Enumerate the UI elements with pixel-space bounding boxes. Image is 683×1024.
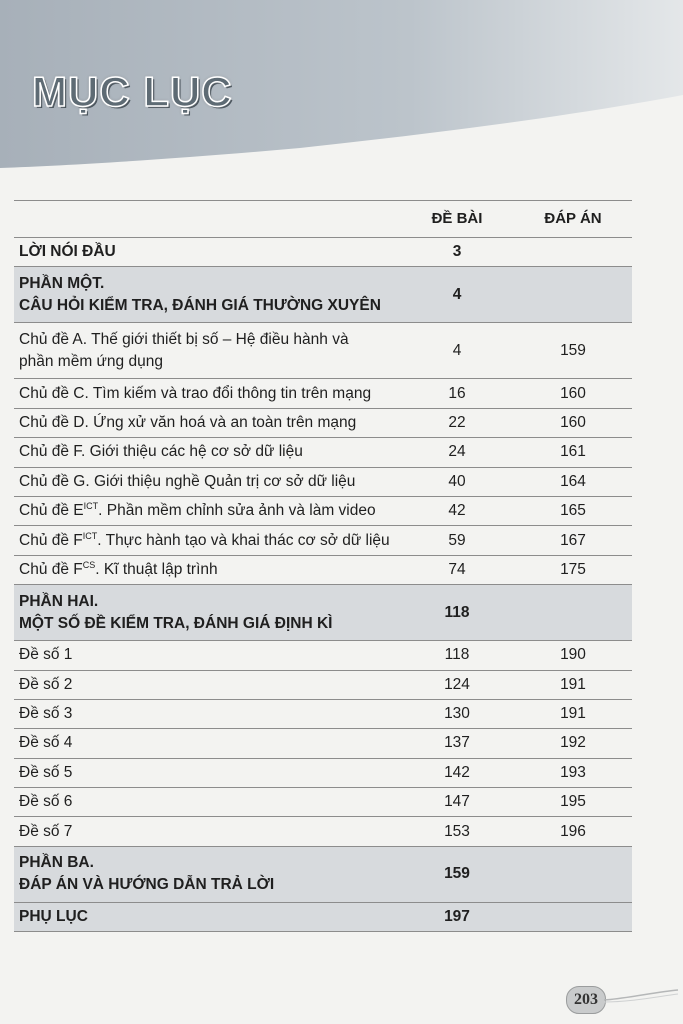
toc-page-dap-an bbox=[514, 267, 632, 323]
toc-page-de-bai: 40 bbox=[400, 467, 514, 496]
page-number-swoosh bbox=[600, 988, 680, 1012]
toc-page-dap-an bbox=[514, 238, 632, 267]
toc-label: Đề số 7 bbox=[14, 817, 400, 846]
toc-row-chu-de-g[interactable] bbox=[14, 467, 632, 496]
toc-part-label bbox=[14, 846, 400, 902]
toc-row-de-so-6[interactable] bbox=[14, 788, 632, 817]
toc-label-prefix: Chủ đề F bbox=[19, 560, 83, 578]
toc-page-dap-an: 161 bbox=[514, 438, 632, 467]
toc-row-chu-de-f-cs[interactable] bbox=[14, 555, 632, 584]
toc-label-superscript: ICT bbox=[82, 530, 98, 541]
toc-page-dap-an bbox=[514, 846, 632, 902]
toc-page-de-bai: 24 bbox=[400, 438, 514, 467]
toc-page-dap-an: 190 bbox=[514, 641, 632, 670]
toc-row-chu-de-d[interactable] bbox=[14, 408, 632, 437]
toc-label: Chủ đề C. Tìm kiếm và trao đổi thông tin trên mạng bbox=[14, 379, 400, 408]
toc-row-chu-de-c[interactable] bbox=[14, 379, 632, 408]
toc-label-prefix: Chủ đề E bbox=[19, 502, 84, 520]
toc-page-dap-an: 195 bbox=[514, 788, 632, 817]
page-number: 203 bbox=[566, 986, 606, 1014]
toc-page-de-bai: 74 bbox=[400, 555, 514, 584]
toc-part-heading: PHẦN BA. bbox=[19, 854, 94, 872]
toc-page-de-bai: 118 bbox=[400, 585, 514, 641]
toc-row-de-so-5[interactable] bbox=[14, 758, 632, 787]
toc-label: Chủ đề F. Giới thiệu các hệ cơ sở dữ liệu bbox=[14, 438, 400, 467]
toc-page-de-bai: 4 bbox=[400, 323, 514, 379]
table-header bbox=[14, 201, 632, 238]
toc-label: Đề số 6 bbox=[14, 788, 400, 817]
toc-label-superscript: CS bbox=[82, 559, 96, 570]
toc-page-dap-an: 167 bbox=[514, 526, 632, 555]
header-empty-cell bbox=[14, 201, 400, 238]
toc-row-phan-hai[interactable] bbox=[14, 585, 632, 641]
toc-label: Đề số 2 bbox=[14, 670, 400, 699]
toc-label: Chủ đề G. Giới thiệu nghề Quản trị cơ sở dữ liệu bbox=[14, 467, 400, 496]
column-header-dap-an: ĐÁP ÁN bbox=[514, 201, 632, 238]
toc-row-loi-noi-dau[interactable] bbox=[14, 238, 632, 267]
toc-label: Chủ đề D. Ứng xử văn hoá và an toàn trên mạng bbox=[14, 408, 400, 437]
toc-page-de-bai: 153 bbox=[400, 817, 514, 846]
toc-row-phan-ba[interactable] bbox=[14, 846, 632, 902]
toc-part-heading: PHẦN MỘT. bbox=[19, 274, 105, 292]
toc-label-suffix: . Kĩ thuật lập trình bbox=[95, 560, 218, 578]
toc-page-de-bai: 118 bbox=[400, 641, 514, 670]
toc-part-label bbox=[14, 585, 400, 641]
toc-label-suffix: . Phần mềm chỉnh sửa ảnh và làm video bbox=[98, 502, 376, 520]
toc-part-label bbox=[14, 267, 400, 323]
toc-label: Đề số 1 bbox=[14, 641, 400, 670]
toc-label-superscript: ICT bbox=[83, 500, 99, 511]
toc-page-de-bai: 147 bbox=[400, 788, 514, 817]
toc-label bbox=[14, 526, 400, 555]
toc-label-line-1: Chủ đề A. Thế giới thiết bị số – Hệ điều hành và bbox=[19, 330, 349, 348]
toc-part-heading: PHẦN HAI. bbox=[19, 592, 99, 610]
column-header-de-bai: ĐỀ BÀI bbox=[400, 201, 514, 238]
toc-row-de-so-1[interactable] bbox=[14, 641, 632, 670]
table-of-contents bbox=[14, 200, 632, 932]
toc-page-de-bai: 16 bbox=[400, 379, 514, 408]
toc-page-dap-an: 192 bbox=[514, 729, 632, 758]
toc-label bbox=[14, 323, 400, 379]
toc-page-dap-an: 191 bbox=[514, 699, 632, 728]
toc-page-de-bai: 42 bbox=[400, 496, 514, 525]
toc-row-chu-de-f[interactable] bbox=[14, 438, 632, 467]
toc-row-phan-mot[interactable] bbox=[14, 267, 632, 323]
toc-page-dap-an: 159 bbox=[514, 323, 632, 379]
toc-page-dap-an: 165 bbox=[514, 496, 632, 525]
toc-page-de-bai: 137 bbox=[400, 729, 514, 758]
toc-page-dap-an: 193 bbox=[514, 758, 632, 787]
toc-label-suffix: . Thực hành tạo và khai thác cơ sở dữ liệu bbox=[97, 531, 390, 549]
toc-label: Đề số 5 bbox=[14, 758, 400, 787]
toc-label: Đề số 4 bbox=[14, 729, 400, 758]
toc-row-phu-luc[interactable] bbox=[14, 902, 632, 931]
toc-page-de-bai: 142 bbox=[400, 758, 514, 787]
toc-page-de-bai: 124 bbox=[400, 670, 514, 699]
toc-row-de-so-3[interactable] bbox=[14, 699, 632, 728]
toc-row-de-so-7[interactable] bbox=[14, 817, 632, 846]
toc-row-chu-de-e-ict[interactable] bbox=[14, 496, 632, 525]
toc-label bbox=[14, 496, 400, 525]
toc-page-de-bai: 159 bbox=[400, 846, 514, 902]
toc-page-dap-an: 175 bbox=[514, 555, 632, 584]
toc-part-title: CÂU HỎI KIỂM TRA, ĐÁNH GIÁ THƯỜNG XUYÊN bbox=[19, 296, 381, 314]
toc-label: Đề số 3 bbox=[14, 699, 400, 728]
toc-label: PHỤ LỤC bbox=[14, 902, 400, 931]
toc-row-chu-de-f-ict[interactable] bbox=[14, 526, 632, 555]
toc-label-prefix: Chủ đề F bbox=[19, 531, 83, 549]
toc-page-de-bai: 130 bbox=[400, 699, 514, 728]
toc-page-de-bai: 197 bbox=[400, 902, 514, 931]
toc-page-de-bai: 3 bbox=[400, 238, 514, 267]
toc-label-line-2: phần mềm ứng dụng bbox=[19, 352, 163, 370]
toc-page-dap-an bbox=[514, 902, 632, 931]
toc-page-dap-an: 191 bbox=[514, 670, 632, 699]
toc-part-title: MỘT SỐ ĐỀ KIỂM TRA, ĐÁNH GIÁ ĐỊNH KÌ bbox=[19, 614, 333, 632]
toc-page-dap-an: 160 bbox=[514, 408, 632, 437]
toc-page-de-bai: 22 bbox=[400, 408, 514, 437]
toc-part-title: ĐÁP ÁN VÀ HƯỚNG DẪN TRẢ LỜI bbox=[19, 876, 275, 894]
toc-page-dap-an: 164 bbox=[514, 467, 632, 496]
toc-page-dap-an: 160 bbox=[514, 379, 632, 408]
toc-label: LỜI NÓI ĐẦU bbox=[14, 238, 400, 267]
toc-page-dap-an: 196 bbox=[514, 817, 632, 846]
toc-label bbox=[14, 555, 400, 584]
toc-row-de-so-2[interactable] bbox=[14, 670, 632, 699]
toc-page-dap-an bbox=[514, 585, 632, 641]
page-title: MỤC LỤC bbox=[32, 68, 233, 115]
toc-row-chu-de-a[interactable] bbox=[14, 323, 632, 379]
toc-page-de-bai: 4 bbox=[400, 267, 514, 323]
header-banner bbox=[0, 0, 683, 200]
toc-page-de-bai: 59 bbox=[400, 526, 514, 555]
toc-row-de-so-4[interactable] bbox=[14, 729, 632, 758]
